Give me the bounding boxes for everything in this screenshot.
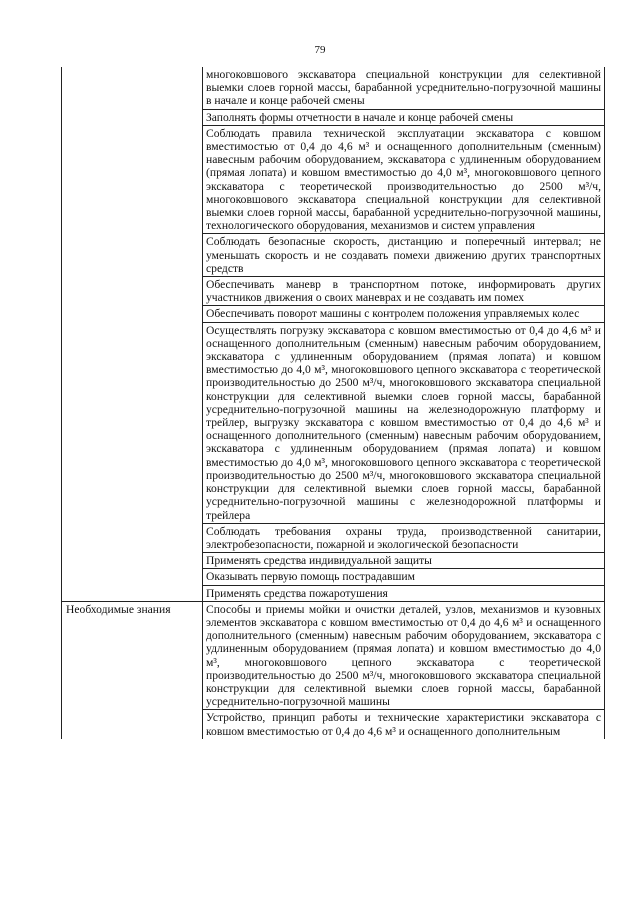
- row-text: Применять средства индивидуальной защиты: [203, 553, 605, 569]
- row-label: [62, 569, 203, 585]
- table-row: [62, 322, 605, 523]
- table-row: [62, 585, 605, 601]
- table-row: [62, 234, 605, 277]
- row-label-knowledge: Необходимые знания: [62, 601, 203, 710]
- row-label: [62, 553, 203, 569]
- row-text: Соблюдать требования охраны труда, производственной санитарии, электробезопасности, пожарной и экологической безопасности: [203, 523, 605, 552]
- row-label: [62, 67, 203, 109]
- row-label: [62, 277, 203, 306]
- row-label: [62, 523, 203, 552]
- table-row: [62, 67, 605, 109]
- row-label: [62, 306, 203, 322]
- table-row: [62, 710, 605, 739]
- row-label: [62, 585, 203, 601]
- row-label: [62, 109, 203, 125]
- row-text: Заполнять формы отчетности в начале и конце рабочей смены: [203, 109, 605, 125]
- page-number: 79: [314, 44, 326, 56]
- row-label: [62, 234, 203, 277]
- table-row: [62, 569, 605, 585]
- table-row: [62, 553, 605, 569]
- row-text: Устройство, принцип работы и технические характеристики экскаватора с ковшом вместимостью от 0,4 до 4,6 м³ и оснащенного дополнительным: [203, 710, 605, 739]
- row-text: Соблюдать правила технической эксплуатации экскаватора с ковшом вместимостью от 0,4 до 4,6 м³ и оснащенного дополнительным (сменным) навесным рабочим оборудованием, экскаватора с удлиненным оборудованием (прямая лопата) и ковшом вместимостью до 4,0 м³, многоковшового цепного экскаватора с теоретической производительностью до 2500 м³/ч, многоковшового экскаватора специальной конструкции для селективной выемки слоев горной массы, барабанной усреднительно-погрузочной машины, технологического оборудования, механизмов и систем управления: [203, 125, 605, 234]
- table-row: [62, 306, 605, 322]
- table-row: [62, 277, 605, 306]
- row-text: Соблюдать безопасные скорость, дистанцию и поперечный интервал; не уменьшать скорость и не создавать помехи движению других транспортных средств: [203, 234, 605, 277]
- row-text: Обеспечивать поворот машины с контролем положения управляемых колес: [203, 306, 605, 322]
- table-row: [62, 601, 605, 710]
- row-label: [62, 125, 203, 234]
- row-label: [62, 710, 203, 739]
- table-row: [62, 523, 605, 552]
- row-text: Применять средства пожаротушения: [203, 585, 605, 601]
- table-row: [62, 109, 605, 125]
- competency-table: [61, 67, 605, 739]
- row-text: Способы и приемы мойки и очистки деталей, узлов, механизмов и кузовных элементов экскаватора с ковшом вместимостью от 0,4 до 4,6 м³ и оснащенного дополнительного (сменным) навесным рабочим оборудованием, экскаватора с удлиненным оборудованием (прямая лопата) и ковшом вместимостью до 4,0 м³, многоковшового цепного экскаватора с теоретической производительностью до 2500 м³/ч, многоковшового экскаватора специальной конструкции для селективной выемки слоев горной массы, барабанной усреднительно-погрузочной машины: [203, 601, 605, 710]
- row-text: Обеспечивать маневр в транспортном потоке, информировать других участников движения о своих маневрах и не создавать им помех: [203, 277, 605, 306]
- row-text: Оказывать первую помощь пострадавшим: [203, 569, 605, 585]
- table-row: [62, 125, 605, 234]
- row-text: Осуществлять погрузку экскаватора с ковшом вместимостью от 0,4 до 4,6 м³ и оснащенного дополнительным (сменным) навесным рабочим оборудованием, экскаватора с удлиненным оборудованием (прямая лопата) и ковшом вместимостью до 4,0 м³, многоковшового цепного экскаватора с теоретической производительностью до 2500 м³/ч, многоковшового экскаватора специальной конструкции для селективной выемки слоев горной массы, барабанной усреднительно-погрузочной машины на железнодорожную платформу и трейлер, выгрузку экскаватора с ковшом вместимостью от 0,4 до 4,6 м³ и оснащенного дополнительного (сменным) навесным рабочим оборудованием, экскаватора с удлиненным оборудованием (прямая лопата) и ковшом вместимостью до 4,0 м³, многоковшового цепного экскаватора с теоретической производительностью до 2500 м³/ч, многоковшового экскаватора специальной конструкции для селективной выемки слоев горной массы, барабанной усреднительно-погрузочной машины с железнодорожной платформы и трейлера: [203, 322, 605, 523]
- row-label: [62, 322, 203, 523]
- row-text: многоковшового экскаватора специальной конструкции для селективной выемки слоев горной массы, барабанной усреднительно-погрузочной машины в начале и конце рабочей смены: [203, 67, 605, 109]
